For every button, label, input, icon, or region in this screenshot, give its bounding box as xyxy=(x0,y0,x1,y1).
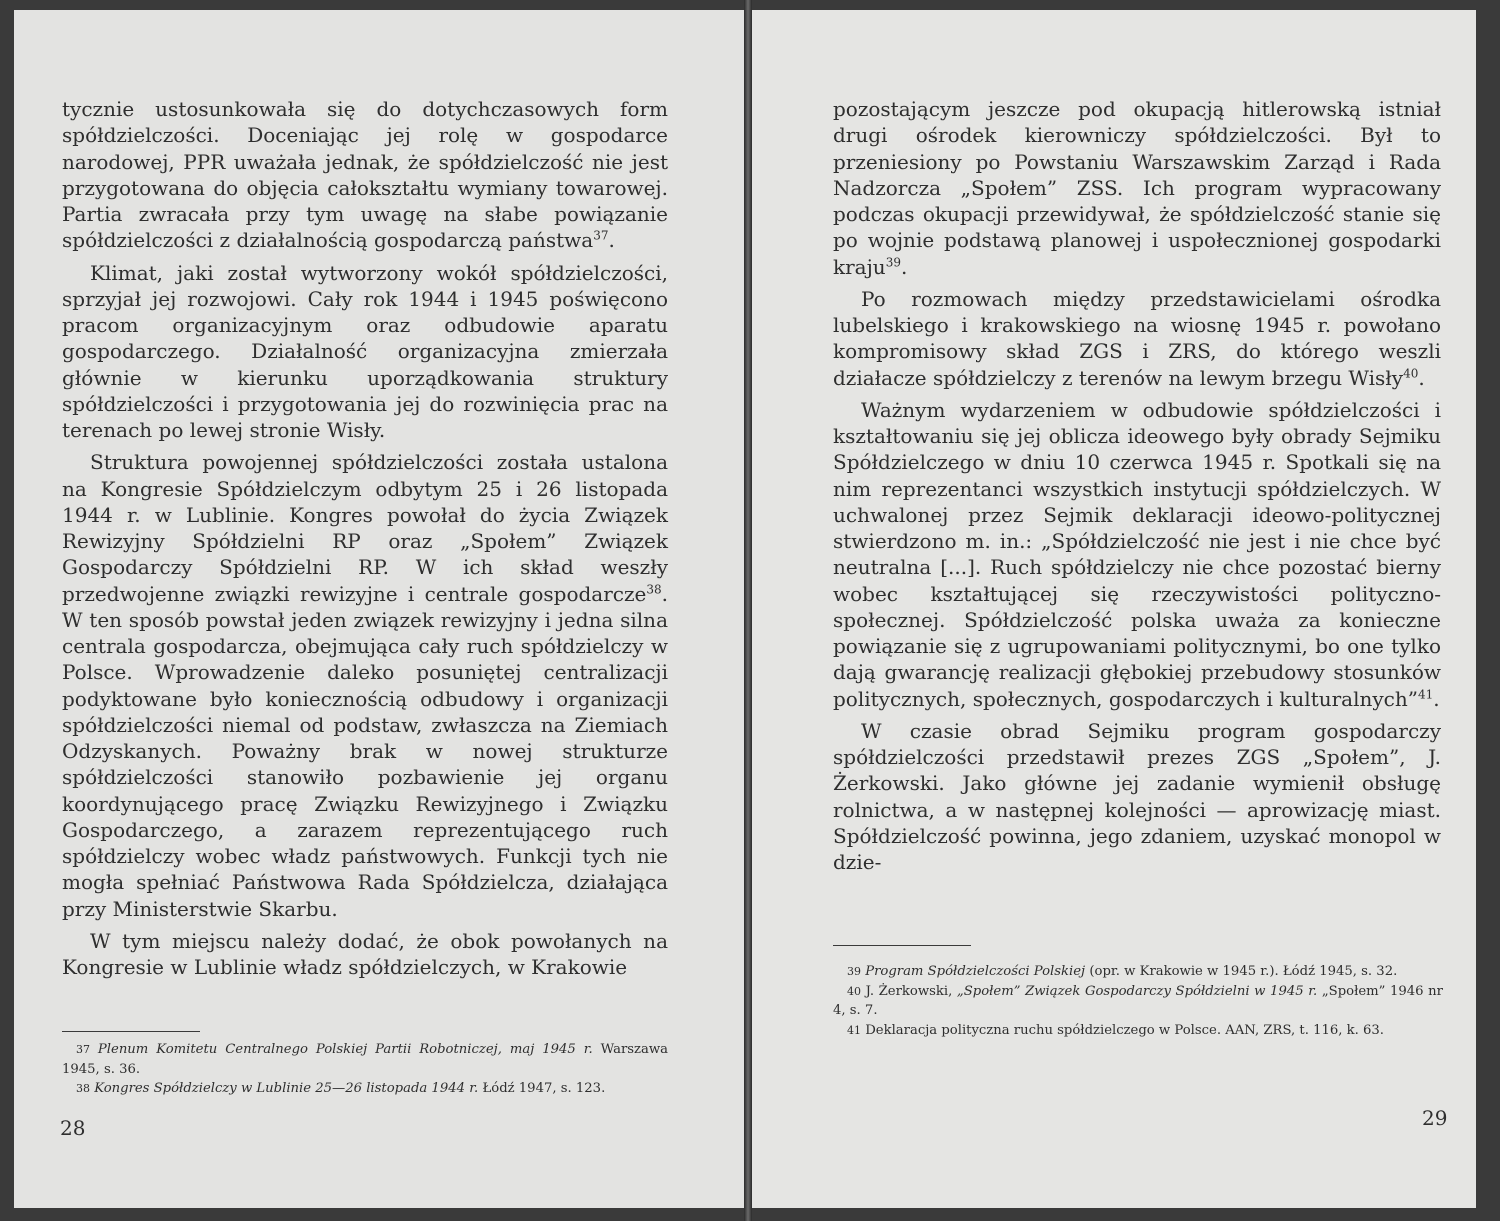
right-body-text xyxy=(833,96,1441,881)
paragraph: W czasie obrad Sejmiku program gospodarczy spółdzielczości przedstawił prezes ZGS „Społem”, J. Żerkowski. Jako główne jej zadanie wymienił obsługę rolnictwa, a w następnej kolejności — aprowizację miast. Spółdzielczość powinna, jego zdaniem, uzyskać monopol w dzie- xyxy=(833,718,1441,874)
footnote-ref: 39 xyxy=(885,254,901,269)
footnote-rule xyxy=(833,945,971,946)
page-number: 29 xyxy=(1422,1106,1448,1130)
footnote-ref: 37 xyxy=(593,228,609,243)
page-number: 28 xyxy=(60,1116,86,1140)
footnote: 40 J. Żerkowski, „Społem” Związek Gospodarczy Spółdzielni w 1945 r. „Społem” 1946 nr 4, s. 7. xyxy=(833,983,1443,1018)
footnote: 41 Deklaracja polityczna ruchu spółdzielczego w Polsce. AAN, ZRS, t. 116, k. 63. xyxy=(847,1022,1384,1038)
right-page xyxy=(752,10,1476,1208)
paragraph: tycznie ustosunkowała się do dotychczasowych form spółdzielczości. Doceniając jej rolę w gospodarce narodowej, PPR uważała jednak, że spółdzielczość nie jest przygotowana do objęcia całokształtu wymiany towarowej. Partia zwracała przy tym uwagę na słabe powiązanie spółdzielczości z działalnością gospodarczą państwa$^{37}$. xyxy=(62,97,668,253)
paragraph: Ważnym wydarzeniem w odbudowie spółdzielczości i kształtowaniu się jej oblicza ideowego były obrady Sejmiku Spółdzielczego w dniu 10 czerwca 1945 r. Spotkali się na nim reprezentanci wszystkich instytucji spółdzielczych. W uchwalonej przez Sejmik deklaracji ideowo-politycznej stwierdzono m. in.: „Spółdzielczość nie jest i nie chce być neutralna [...]. Ruch spółdzielczy nie chce pozostać bierny wobec kształtującej się rzeczywistości polityczno-społecznej. Spółdzielczość polska uważa za konieczne powiązanie się z ugrupowaniami politycznymi, bo one tylko dają gwarancję realizacji głębokiej przebudowy stosunków politycznych, społecznych, gospodarczych i kulturalnych”$^{41}$. xyxy=(833,397,1441,711)
footnote-rule xyxy=(62,1031,200,1032)
paragraph: pozostającym jeszcze pod okupacją hitlerowską istniał drugi ośrodek kierowniczy spółdzielczości. Był to przeniesiony po Powstaniu Warszawskim Zarząd i Rada Nadzorcza „Społem” ZSS. Ich program wypracowany podczas okupacji przewidywał, że spółdzielczość stanie się po wojnie podstawą planowej i uspołecznionej gospodarki kraju$^{39}$. xyxy=(833,97,1441,279)
footnote-ref: 41 xyxy=(1417,686,1434,701)
book-spine xyxy=(744,0,752,1221)
left-body-text xyxy=(62,96,668,986)
footnotes xyxy=(833,962,1443,1040)
footnotes xyxy=(62,1040,668,1099)
footnote: 39 Program Spółdzielczości Polskiej (opr. w Krakowie w 1945 r.). Łódź 1945, s. 32. xyxy=(847,964,1398,979)
footnote-ref: 38 xyxy=(646,581,662,596)
paragraph: Struktura powojennej spółdzielczości została ustalona na Kongresie Spółdzielczym odbytym 25 i 26 listopada 1944 r. w Lublinie. Kongres powołał do życia Związek Rewizyjny Spółdzielni RP oraz „Społem” Związek Gospodarczy Spółdzielni RP. W ich skład weszły przedwojenne związki rewizyjne i centrale gospodarcze$^{38}$. W ten sposób powstał jeden związek rewizyjny i jedna silna centrala gospodarcza, obejmująca cały ruch spółdzielczy w Polsce. Wprowadzenie daleko posuniętej centralizacji podyktowane było koniecznością odbudowy i organizacji spółdzielczości niemal od podstaw, zwłaszcza na Ziemiach Odzyskanych. Poważny brak w nowej strukturze spółdzielczości stanowiło pozbawienie jej organu koordynującego pracę Związku Rewizyjnego i Związku Gospodarczego, a zarazem reprezentującego ruch spółdzielczy wobec władz państwowych. Funkcji tych nie mogła spełniać Państwowa Rada Spółdzielcza, działająca przy Ministerstwie Skarbu. xyxy=(62,450,668,921)
paragraph: W tym miejscu należy dodać, że obok powołanych na Kongresie w Lublinie władz spółdzielczych, w Krakowie xyxy=(62,928,668,979)
footnote: 37 Plenum Komitetu Centralnego Polskiej Partii Robotniczej, maj 1945 r. Warszawa 1945, s. 36. xyxy=(62,1042,668,1077)
paragraph: Po rozmowach między przedstawicielami ośrodka lubelskiego i krakowskiego na wiosnę 1945 r. powołano kompromisowy skład ZGS i ZRS, do którego weszli działacze spółdzielczy z terenów na lewym brzegu Wisły$^{40}$. xyxy=(833,286,1441,390)
left-page xyxy=(14,10,744,1208)
footnote-ref: 40 xyxy=(1403,365,1419,380)
footnote: 38 Kongres Spółdzielczy w Lublinie 25—26 listopada 1944 r. Łódź 1947, s. 123. xyxy=(76,1081,606,1096)
paragraph: Klimat, jaki został wytworzony wokół spółdzielczości, sprzyjał jej rozwojowi. Cały rok 1944 i 1945 poświęcono pracom organizacyjnym oraz odbudowie aparatu gospodarczego. Działalność organizacyjna zmierzała głównie w kierunku uporządkowania struktury spółdzielczości i przygotowania jej do rozwinięcia prac na terenach po lewej stronie Wisły. xyxy=(62,260,668,442)
